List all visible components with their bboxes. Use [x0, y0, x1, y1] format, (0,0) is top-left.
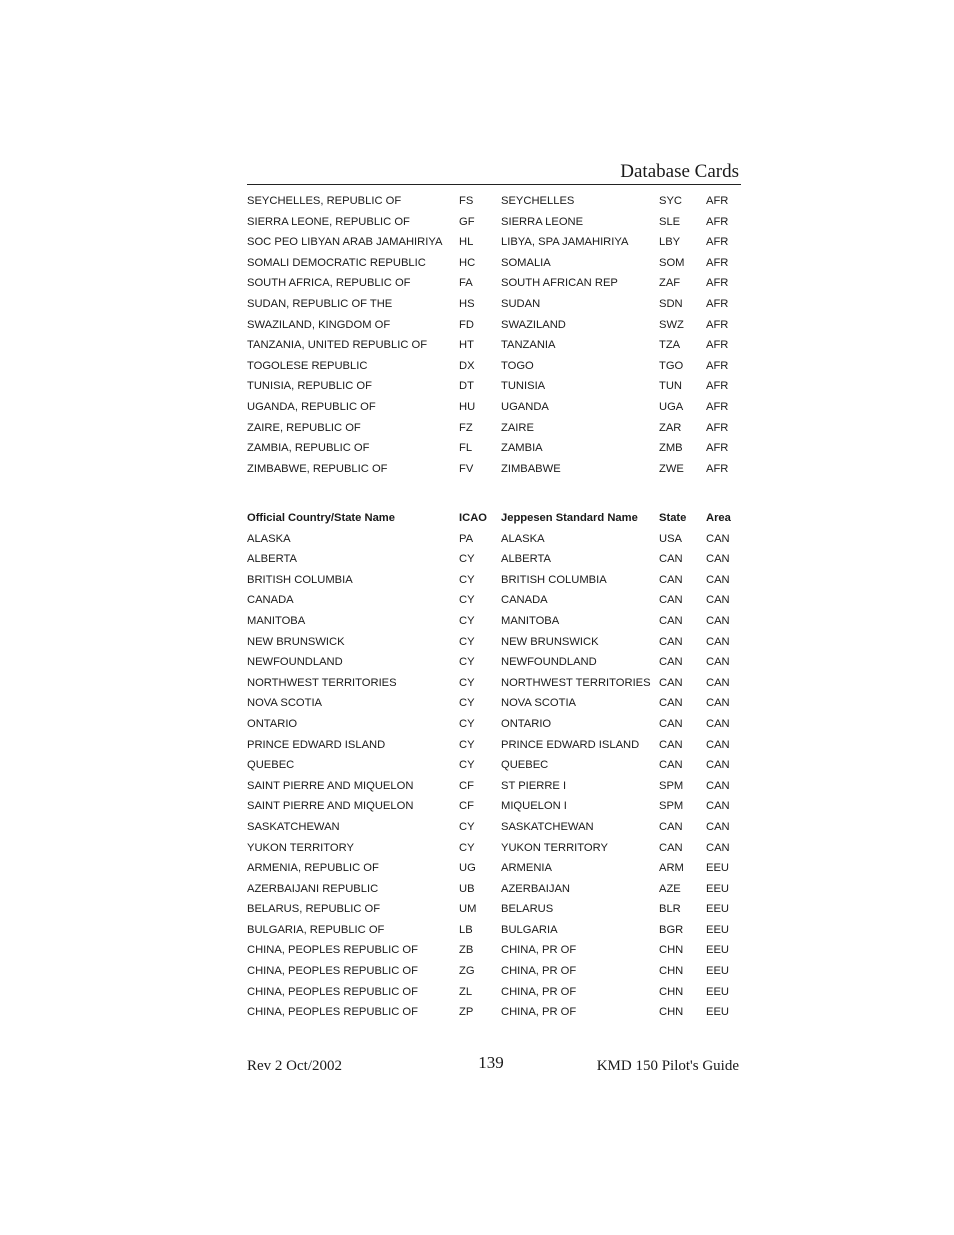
- column-header: Jeppesen Standard Name: [501, 512, 638, 524]
- jeppesen-name-cell: AZERBAIJAN: [501, 882, 571, 895]
- state-cell: SWZ: [659, 318, 684, 331]
- jeppesen-name-cell: CHINA, PR OF: [501, 944, 577, 957]
- table-header-row: [247, 508, 741, 529]
- table-row: [247, 191, 741, 212]
- icao-cell: DT: [459, 380, 474, 393]
- official-name-cell: QUEBEC: [247, 759, 295, 772]
- state-cell: SLE: [659, 215, 681, 228]
- official-name-cell: BELARUS, REPUBLIC OF: [247, 903, 381, 916]
- column-header: ICAO: [459, 512, 487, 524]
- jeppesen-name-cell: MANITOBA: [501, 614, 560, 627]
- table-row: [247, 735, 741, 756]
- jeppesen-name-cell: CHINA, PR OF: [501, 965, 577, 978]
- table-row: [247, 611, 741, 632]
- icao-cell: FD: [459, 318, 474, 331]
- jeppesen-name-cell: YUKON TERRITORY: [501, 841, 608, 854]
- area-cell: CAN: [706, 676, 730, 689]
- area-cell: CAN: [706, 820, 730, 833]
- area-cell: EEU: [706, 944, 730, 957]
- jeppesen-name-cell: ZAIRE: [501, 421, 534, 434]
- official-name-cell: SOUTH AFRICA, REPUBLIC OF: [247, 277, 411, 290]
- official-name-cell: NORTHWEST TERRITORIES: [247, 676, 397, 689]
- table-row: [247, 232, 741, 253]
- area-cell: AFR: [706, 400, 729, 413]
- official-name-cell: CANADA: [247, 594, 294, 607]
- country-table-canada-eeu: [247, 508, 741, 1023]
- icao-cell: FA: [459, 277, 473, 290]
- table-row: [247, 418, 741, 439]
- area-cell: CAN: [706, 553, 730, 566]
- state-cell: SDN: [659, 297, 683, 310]
- state-cell: CHN: [659, 985, 684, 998]
- state-cell: CAN: [659, 697, 683, 710]
- state-cell: CHN: [659, 1006, 684, 1019]
- official-name-cell: CHINA, PEOPLES REPUBLIC OF: [247, 1006, 418, 1019]
- state-cell: SPM: [659, 800, 684, 813]
- table-row: [247, 982, 741, 1003]
- table-row: [247, 838, 741, 859]
- table-row: [247, 817, 741, 838]
- table-row: [247, 961, 741, 982]
- official-name-cell: ZAIRE, REPUBLIC OF: [247, 421, 361, 434]
- official-name-cell: SUDAN, REPUBLIC OF THE: [247, 297, 393, 310]
- official-name-cell: NEWFOUNDLAND: [247, 656, 343, 669]
- table-row: [247, 858, 741, 879]
- jeppesen-name-cell: ZIMBABWE: [501, 462, 561, 475]
- state-cell: CAN: [659, 635, 683, 648]
- official-name-cell: CHINA, PEOPLES REPUBLIC OF: [247, 944, 418, 957]
- footer-revision: Rev 2 Oct/2002: [247, 1058, 342, 1074]
- header-divider: [247, 184, 741, 185]
- area-cell: CAN: [706, 800, 730, 813]
- area-cell: EEU: [706, 1006, 730, 1019]
- state-cell: CAN: [659, 573, 683, 586]
- area-cell: AFR: [706, 339, 729, 352]
- official-name-cell: SOC PEO LIBYAN ARAB JAMAHIRIYA: [247, 236, 443, 249]
- area-cell: CAN: [706, 738, 730, 751]
- official-name-cell: TANZANIA, UNITED REPUBLIC OF: [247, 339, 428, 352]
- area-cell: CAN: [706, 532, 730, 545]
- jeppesen-name-cell: BELARUS: [501, 903, 554, 916]
- table-row: [247, 438, 741, 459]
- state-cell: USA: [659, 532, 683, 545]
- jeppesen-name-cell: LIBYA, SPA JAMAHIRIYA: [501, 236, 629, 249]
- icao-cell: DX: [459, 359, 475, 372]
- state-cell: TZA: [659, 339, 681, 352]
- icao-cell: CY: [459, 553, 475, 566]
- official-name-cell: BRITISH COLUMBIA: [247, 573, 353, 586]
- table-row: [247, 755, 741, 776]
- table-row: [247, 652, 741, 673]
- table-row: [247, 693, 741, 714]
- jeppesen-name-cell: ALBERTA: [501, 553, 551, 566]
- table-row: [247, 397, 741, 418]
- icao-cell: FV: [459, 462, 474, 475]
- area-cell: CAN: [706, 841, 730, 854]
- jeppesen-name-cell: TANZANIA: [501, 339, 556, 352]
- official-name-cell: NOVA SCOTIA: [247, 697, 323, 710]
- jeppesen-name-cell: SASKATCHEWAN: [501, 820, 594, 833]
- icao-cell: HU: [459, 400, 476, 413]
- column-header: State: [659, 512, 687, 524]
- area-cell: AFR: [706, 318, 729, 331]
- official-name-cell: SWAZILAND, KINGDOM OF: [247, 318, 391, 331]
- official-name-cell: ALBERTA: [247, 553, 297, 566]
- state-cell: SPM: [659, 779, 684, 792]
- area-cell: CAN: [706, 594, 730, 607]
- official-name-cell: PRINCE EDWARD ISLAND: [247, 738, 386, 751]
- icao-cell: GF: [459, 215, 475, 228]
- jeppesen-name-cell: NORTHWEST TERRITORIES: [501, 676, 651, 689]
- icao-cell: ZL: [459, 985, 473, 998]
- jeppesen-name-cell: SWAZILAND: [501, 318, 566, 331]
- official-name-cell: ZIMBABWE, REPUBLIC OF: [247, 462, 388, 475]
- icao-cell: LB: [459, 923, 473, 936]
- table-row: [247, 1002, 741, 1023]
- table-row: [247, 940, 741, 961]
- footer-guide-title: KMD 150 Pilot's Guide: [596, 1058, 739, 1074]
- area-cell: CAN: [706, 573, 730, 586]
- state-cell: CHN: [659, 965, 684, 978]
- state-cell: CAN: [659, 820, 683, 833]
- area-cell: CAN: [706, 635, 730, 648]
- official-name-cell: BULGARIA, REPUBLIC OF: [247, 923, 385, 936]
- jeppesen-name-cell: CANADA: [501, 594, 548, 607]
- table-row: [247, 376, 741, 397]
- state-cell: CHN: [659, 944, 684, 957]
- area-cell: AFR: [706, 462, 729, 475]
- official-name-cell: ARMENIA, REPUBLIC OF: [247, 862, 379, 875]
- official-name-cell: NEW BRUNSWICK: [247, 635, 345, 648]
- official-name-cell: CHINA, PEOPLES REPUBLIC OF: [247, 985, 418, 998]
- jeppesen-name-cell: CHINA, PR OF: [501, 1006, 577, 1019]
- icao-cell: CY: [459, 759, 475, 772]
- jeppesen-name-cell: MIQUELON I: [501, 800, 567, 813]
- state-cell: CAN: [659, 553, 683, 566]
- table-row: [247, 632, 741, 653]
- area-cell: AFR: [706, 277, 729, 290]
- area-cell: AFR: [706, 359, 729, 372]
- state-cell: CAN: [659, 656, 683, 669]
- icao-cell: CY: [459, 614, 475, 627]
- official-name-cell: YUKON TERRITORY: [247, 841, 354, 854]
- table-row: [247, 529, 741, 550]
- table-row: [247, 549, 741, 570]
- page-number: 139: [478, 1053, 504, 1072]
- icao-cell: CY: [459, 676, 475, 689]
- official-name-cell: SOMALI DEMOCRATIC REPUBLIC: [247, 256, 426, 269]
- area-cell: EEU: [706, 965, 730, 978]
- official-name-cell: MANITOBA: [247, 614, 306, 627]
- official-name-cell: AZERBAIJANI REPUBLIC: [247, 882, 379, 895]
- icao-cell: CF: [459, 779, 474, 792]
- area-cell: AFR: [706, 256, 729, 269]
- jeppesen-name-cell: SUDAN: [501, 297, 541, 310]
- icao-cell: UM: [459, 903, 477, 916]
- jeppesen-name-cell: ARMENIA: [501, 862, 552, 875]
- table-row: [247, 920, 741, 941]
- area-cell: CAN: [706, 697, 730, 710]
- area-cell: CAN: [706, 614, 730, 627]
- official-name-cell: TUNISIA, REPUBLIC OF: [247, 380, 372, 393]
- icao-cell: ZP: [459, 1006, 474, 1019]
- jeppesen-name-cell: ALASKA: [501, 532, 545, 545]
- icao-cell: CY: [459, 841, 475, 854]
- area-cell: EEU: [706, 903, 730, 916]
- state-cell: BGR: [659, 923, 684, 936]
- official-name-cell: SEYCHELLES, REPUBLIC OF: [247, 195, 402, 207]
- official-name-cell: SASKATCHEWAN: [247, 820, 340, 833]
- state-cell: UGA: [659, 400, 684, 413]
- jeppesen-name-cell: NEW BRUNSWICK: [501, 635, 599, 648]
- state-cell: ZAR: [659, 421, 682, 434]
- area-cell: CAN: [706, 656, 730, 669]
- icao-cell: HC: [459, 256, 476, 269]
- jeppesen-name-cell: NOVA SCOTIA: [501, 697, 577, 710]
- jeppesen-name-cell: CHINA, PR OF: [501, 985, 577, 998]
- state-cell: TGO: [659, 359, 684, 372]
- jeppesen-name-cell: QUEBEC: [501, 759, 549, 772]
- area-cell: AFR: [706, 442, 729, 455]
- table-row: [247, 253, 741, 274]
- table-row: [247, 590, 741, 611]
- country-table-africa: [247, 191, 741, 479]
- state-cell: CAN: [659, 841, 683, 854]
- state-cell: LBY: [659, 236, 681, 249]
- jeppesen-name-cell: SOMALIA: [501, 256, 551, 269]
- jeppesen-name-cell: PRINCE EDWARD ISLAND: [501, 738, 640, 751]
- table-row: [247, 212, 741, 233]
- column-header: Official Country/State Name: [247, 512, 395, 524]
- jeppesen-name-cell: SIERRA LEONE: [501, 215, 584, 228]
- state-cell: ZMB: [659, 442, 683, 455]
- jeppesen-name-cell: UGANDA: [501, 400, 549, 413]
- icao-cell: CY: [459, 656, 475, 669]
- area-cell: EEU: [706, 985, 730, 998]
- table-row: [247, 315, 741, 336]
- official-name-cell: UGANDA, REPUBLIC OF: [247, 400, 376, 413]
- table-row: [247, 776, 741, 797]
- table-row: [247, 570, 741, 591]
- table-row: [247, 673, 741, 694]
- area-cell: EEU: [706, 923, 730, 936]
- jeppesen-name-cell: SEYCHELLES: [501, 195, 575, 207]
- official-name-cell: SIERRA LEONE, REPUBLIC OF: [247, 215, 410, 228]
- official-name-cell: CHINA, PEOPLES REPUBLIC OF: [247, 965, 418, 978]
- table-row: [247, 335, 741, 356]
- jeppesen-name-cell: SOUTH AFRICAN REP: [501, 277, 618, 290]
- icao-cell: CF: [459, 800, 474, 813]
- icao-cell: CY: [459, 697, 475, 710]
- table-row: [247, 459, 741, 480]
- table-row: [247, 356, 741, 377]
- jeppesen-name-cell: TUNISIA: [501, 380, 546, 393]
- official-name-cell: TOGOLESE REPUBLIC: [247, 359, 368, 372]
- state-cell: SOM: [659, 256, 685, 269]
- icao-cell: HS: [459, 297, 475, 310]
- table-row: [247, 796, 741, 817]
- official-name-cell: SAINT PIERRE AND MIQUELON: [247, 800, 414, 813]
- jeppesen-name-cell: BULGARIA: [501, 923, 558, 936]
- area-cell: AFR: [706, 297, 729, 310]
- icao-cell: HL: [459, 236, 474, 249]
- jeppesen-name-cell: ST PIERRE I: [501, 779, 567, 792]
- jeppesen-name-cell: ZAMBIA: [501, 442, 543, 455]
- state-cell: SYC: [659, 195, 683, 207]
- area-cell: AFR: [706, 236, 729, 249]
- icao-cell: UG: [459, 862, 476, 875]
- area-cell: EEU: [706, 862, 730, 875]
- icao-cell: CY: [459, 573, 475, 586]
- state-cell: BLR: [659, 903, 681, 916]
- official-name-cell: ZAMBIA, REPUBLIC OF: [247, 442, 370, 455]
- official-name-cell: ONTARIO: [247, 717, 298, 730]
- state-cell: CAN: [659, 614, 683, 627]
- icao-cell: FZ: [459, 421, 473, 434]
- icao-cell: FS: [459, 195, 474, 207]
- jeppesen-name-cell: BRITISH COLUMBIA: [501, 573, 607, 586]
- icao-cell: CY: [459, 820, 475, 833]
- area-cell: CAN: [706, 759, 730, 772]
- area-cell: CAN: [706, 717, 730, 730]
- state-cell: CAN: [659, 759, 683, 772]
- icao-cell: CY: [459, 738, 475, 751]
- jeppesen-name-cell: NEWFOUNDLAND: [501, 656, 597, 669]
- state-cell: ZWE: [659, 462, 684, 475]
- official-name-cell: SAINT PIERRE AND MIQUELON: [247, 779, 414, 792]
- state-cell: CAN: [659, 738, 683, 751]
- area-cell: AFR: [706, 380, 729, 393]
- state-cell: TUN: [659, 380, 682, 393]
- table-row: [247, 714, 741, 735]
- state-cell: CAN: [659, 594, 683, 607]
- jeppesen-name-cell: TOGO: [501, 359, 534, 372]
- icao-cell: PA: [459, 532, 474, 545]
- state-cell: ZAF: [659, 277, 681, 290]
- official-name-cell: ALASKA: [247, 532, 291, 545]
- state-cell: ARM: [659, 862, 684, 875]
- jeppesen-name-cell: ONTARIO: [501, 717, 552, 730]
- icao-cell: ZG: [459, 965, 475, 978]
- table-row: [247, 899, 741, 920]
- icao-cell: FL: [459, 442, 473, 455]
- table-row: [247, 273, 741, 294]
- state-cell: AZE: [659, 882, 681, 895]
- area-cell: EEU: [706, 882, 730, 895]
- icao-cell: CY: [459, 594, 475, 607]
- table-row: [247, 294, 741, 315]
- area-cell: CAN: [706, 779, 730, 792]
- icao-cell: CY: [459, 635, 475, 648]
- icao-cell: HT: [459, 339, 474, 352]
- icao-cell: CY: [459, 717, 475, 730]
- icao-cell: ZB: [459, 944, 474, 957]
- icao-cell: UB: [459, 882, 475, 895]
- page-header-title: Database Cards: [620, 161, 739, 182]
- area-cell: AFR: [706, 421, 729, 434]
- column-header: Area: [706, 512, 731, 524]
- state-cell: CAN: [659, 717, 683, 730]
- state-cell: CAN: [659, 676, 683, 689]
- area-cell: AFR: [706, 195, 729, 207]
- area-cell: AFR: [706, 215, 729, 228]
- table-row: [247, 879, 741, 900]
